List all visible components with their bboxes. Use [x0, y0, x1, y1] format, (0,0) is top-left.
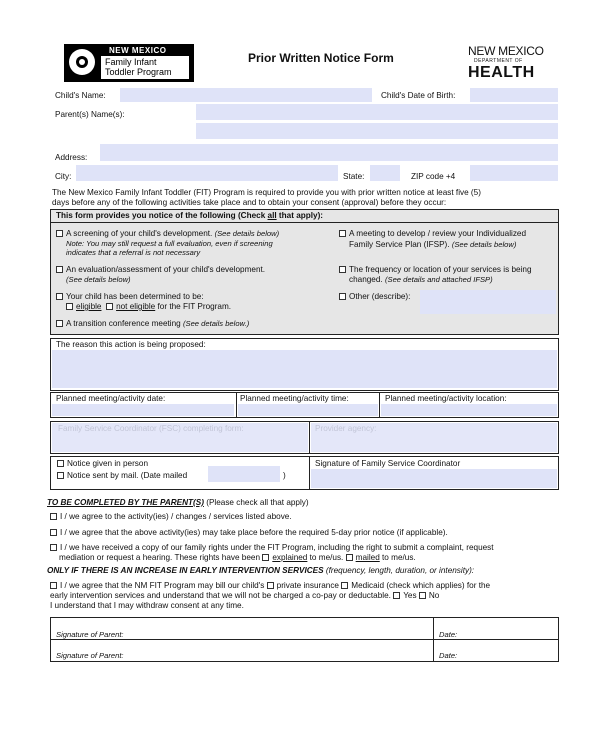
medicaid-label: Medicaid (check which applies) for the — [351, 581, 491, 590]
dob-label: Child's Date of Birth: — [381, 91, 456, 100]
child-name-label: Child's Name: — [55, 91, 106, 100]
state-field[interactable] — [370, 165, 400, 181]
ifsp-details: (See details below) — [451, 240, 517, 249]
transition-label: A transition conference meeting — [66, 319, 181, 328]
checkbox-icon[interactable] — [57, 460, 64, 467]
yes-checkbox-icon[interactable] — [393, 592, 400, 599]
mailed-label: mailed — [355, 553, 380, 562]
frequency-line-2 — [349, 275, 493, 285]
health-logo — [466, 44, 546, 82]
fsc-signature-field[interactable] — [311, 469, 557, 488]
options-header-all: all — [267, 211, 277, 220]
eligibility-line — [66, 302, 231, 312]
intensity-heading — [47, 566, 474, 576]
checkbox-icon[interactable] — [56, 293, 63, 300]
screening-label: A screening of your child's development. — [66, 229, 213, 238]
billing-consent[interactable] — [50, 581, 490, 591]
transition-details: (See details below.) — [182, 319, 250, 328]
parent-name-field-1[interactable] — [196, 104, 558, 120]
other-field[interactable] — [420, 290, 556, 314]
option-transition[interactable] — [56, 319, 249, 329]
fsc-signature-label: Signature of Family Service Coordinator — [315, 459, 461, 468]
zia-logo-icon — [69, 49, 95, 75]
close-paren: ) — [283, 471, 286, 480]
logo-program-line1: Family Infant — [105, 57, 157, 67]
intro-line-1: The New Mexico Family Infant Toddler (FIT) Program is required to provide you with prior written notice at least five (5) — [52, 188, 481, 197]
meeting-date-field[interactable] — [52, 404, 234, 416]
explained-checkbox-icon[interactable] — [262, 554, 269, 561]
parent-signature-2-label: Signature of Parent: — [56, 651, 124, 660]
intensity-heading-note: (frequency, length, duration, or intensity): — [325, 566, 475, 575]
no-label: No — [428, 591, 440, 600]
medicaid-checkbox-icon[interactable] — [341, 582, 348, 589]
parent-signature-2-field[interactable] — [130, 641, 430, 660]
checkbox-icon[interactable] — [56, 230, 63, 237]
other-label: Other (describe): — [349, 292, 411, 301]
notice-mail-option[interactable] — [57, 471, 187, 481]
screening-details: (See details below) — [214, 229, 280, 238]
options-header-divider — [50, 222, 559, 223]
page-title: Prior Written Notice Form — [248, 51, 394, 65]
consent-early[interactable] — [50, 528, 448, 538]
logo-program-line2: Toddler Program — [105, 67, 172, 77]
fit-logo — [64, 44, 194, 82]
checkbox-icon[interactable] — [50, 544, 57, 551]
checkbox-icon[interactable] — [50, 513, 57, 520]
frequency-label-2: changed. — [349, 275, 383, 284]
address-label: Address: — [55, 153, 88, 162]
no-checkbox-icon[interactable] — [419, 592, 426, 599]
date-1-field[interactable] — [462, 619, 556, 638]
health-logo-health: HEALTH — [468, 64, 535, 81]
eligible-label: eligible — [76, 302, 102, 311]
ifsp-line-2 — [349, 240, 516, 250]
options-header — [56, 211, 323, 221]
zip-label: ZIP code +4 — [411, 172, 456, 181]
meeting-time-label: Planned meeting/activity time: — [240, 394, 349, 403]
billing-line-2 — [50, 591, 439, 601]
parent-section-heading — [47, 498, 309, 508]
checkbox-icon[interactable] — [56, 266, 63, 273]
date-1-label: Date: — [439, 630, 458, 639]
rights-line-2: mediation or request a hearing. These rights have been — [59, 553, 261, 562]
determined-label: Your child has been determined to be: — [66, 292, 204, 301]
consent-activity[interactable] — [50, 512, 292, 522]
logo-state-text: NEW MEXICO — [109, 46, 167, 55]
checkbox-icon[interactable] — [339, 293, 346, 300]
city-label: City: — [55, 172, 72, 181]
not-eligible-checkbox-icon[interactable] — [106, 303, 113, 310]
checkbox-icon[interactable] — [339, 230, 346, 237]
meeting-location-field[interactable] — [381, 404, 557, 416]
consent-rights-line-2 — [59, 553, 416, 563]
eligible-checkbox-icon[interactable] — [66, 303, 73, 310]
address-field[interactable] — [100, 144, 558, 161]
ifsp-label: A meeting to develop / review your Individualized — [349, 229, 527, 238]
private-insurance-checkbox-icon[interactable] — [267, 582, 274, 589]
option-determined[interactable] — [56, 292, 204, 302]
options-header-text: This form provides you notice of the following (Check — [56, 211, 268, 220]
checkbox-icon[interactable] — [50, 529, 57, 536]
for-fit-label: for the FIT Program. — [157, 302, 232, 311]
option-ifsp[interactable] — [339, 229, 526, 239]
meeting-date-label: Planned meeting/activity date: — [56, 394, 166, 403]
date-mailed-field[interactable] — [208, 466, 280, 482]
consent-early-label: I / we agree that the above activity(ies) may take place before the required 5-day prior notice (if applicable). — [60, 528, 448, 537]
checkbox-icon[interactable] — [339, 266, 346, 273]
consent-rights-label: I / we have received a copy of our family rights under the FIT Program, including the right to submit a complaint, request — [60, 543, 494, 552]
zip-field[interactable] — [470, 165, 558, 181]
screening-note-2: indicates that a referral is not necessary — [66, 248, 201, 257]
option-frequency[interactable] — [339, 265, 532, 275]
child-name-field[interactable] — [120, 88, 372, 102]
evaluation-details: (See details below) — [66, 275, 131, 284]
date-2-label: Date: — [439, 651, 458, 660]
notice-person-label: Notice given in person — [67, 459, 149, 468]
notice-mail-label: Notice sent by mail. (Date mailed — [67, 471, 188, 480]
provider-field[interactable] — [311, 423, 557, 452]
mailed-checkbox-icon[interactable] — [346, 554, 353, 561]
parents-label: Parent(s) Name(s): — [55, 110, 125, 119]
billing-label: I / we agree that the NM FIT Program may bill our child's — [60, 581, 265, 590]
option-screening[interactable] — [56, 229, 279, 239]
option-evaluation[interactable] — [56, 265, 265, 275]
notice-person-option[interactable] — [57, 459, 148, 469]
state-label: State: — [343, 172, 365, 181]
options-header-tail: that apply): — [276, 211, 324, 220]
withdraw-consent-text: I understand that I may withdraw consent at any time. — [50, 601, 244, 610]
checkbox-icon[interactable] — [57, 472, 64, 479]
parent-heading: TO BE COMPLETED BY THE PARENT(S) — [47, 498, 204, 507]
checkbox-icon[interactable] — [56, 320, 63, 327]
ifsp-label-2: Family Service Plan (IFSP). — [349, 240, 450, 249]
meeting-time-field[interactable] — [238, 404, 378, 416]
parent-signature-1-field[interactable] — [130, 619, 430, 638]
parent-name-field-2[interactable] — [196, 123, 558, 139]
not-eligible-label: not eligible — [116, 302, 156, 311]
parent-signature-1-label: Signature of Parent: — [56, 630, 124, 639]
frequency-details: (See details and attached IFSP) — [384, 275, 493, 284]
screening-note-1: Note: You may still request a full evaluation, even if screening — [66, 239, 273, 248]
to-us-label: to me/us. — [309, 553, 344, 562]
billing-line-2-text: early intervention services and understand that we will not be charged a co-pay or deductable. — [50, 591, 391, 600]
fsc-field[interactable] — [52, 423, 308, 452]
private-insurance-label: private insurance — [276, 581, 339, 590]
intro-line-2: days before any of the following activities take place and to obtain your consent (approval) before they occur: — [52, 198, 447, 207]
checkbox-icon[interactable] — [50, 582, 57, 589]
evaluation-label: An evaluation/assessment of your child's development. — [66, 265, 266, 274]
reason-label: The reason this action is being proposed: — [56, 340, 206, 349]
parent-heading-note: (Please check all that apply) — [206, 498, 309, 507]
consent-activity-label: I / we agree to the activity(ies) / changes / services listed above. — [60, 512, 292, 521]
explained-label: explained — [272, 553, 308, 562]
meeting-location-label: Planned meeting/activity location: — [385, 394, 507, 403]
dob-field[interactable] — [470, 88, 558, 102]
reason-field[interactable] — [52, 350, 557, 388]
health-logo-state: NEW MEXICO — [468, 44, 544, 58]
date-2-field[interactable] — [462, 641, 556, 660]
frequency-label: The frequency or location of your services is being — [349, 265, 532, 274]
consent-rights[interactable] — [50, 543, 494, 553]
health-logo-dept: DEPARTMENT OF — [474, 58, 523, 64]
yes-label: Yes — [403, 591, 417, 600]
to-us-label-2: to me/us. — [382, 553, 416, 562]
option-other[interactable] — [339, 292, 410, 302]
city-field[interactable] — [76, 165, 338, 181]
intensity-heading-text: ONLY IF THERE IS AN INCREASE IN EARLY INTERVENTION SERVICES — [47, 566, 324, 575]
